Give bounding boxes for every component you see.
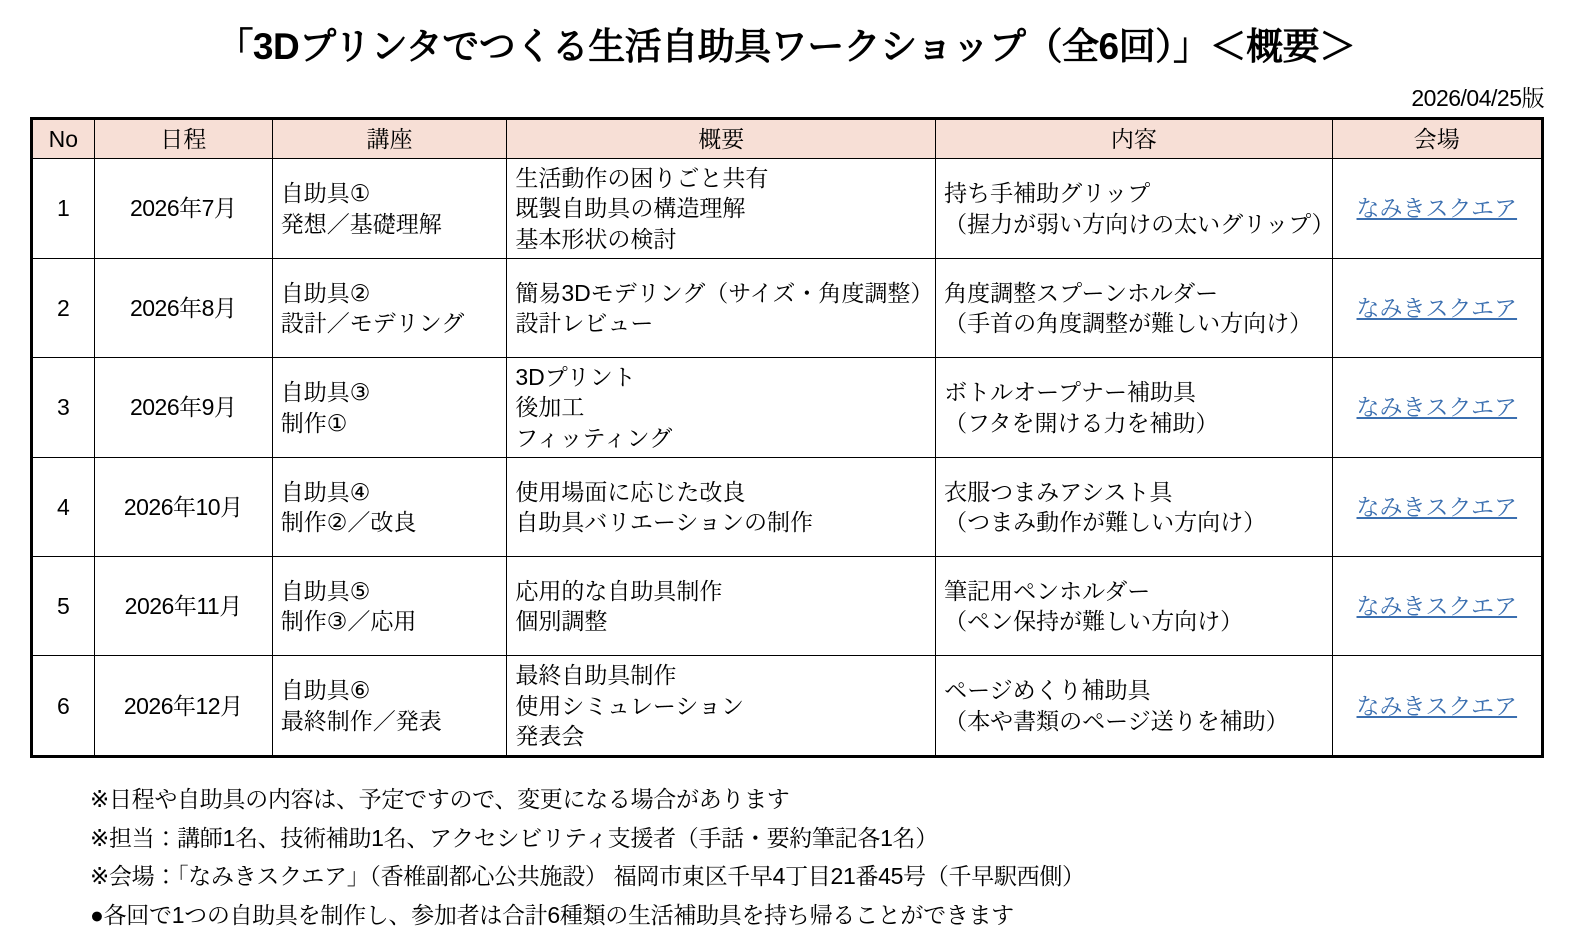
cell-course bbox=[272, 159, 507, 259]
cell-content bbox=[936, 458, 1332, 557]
outline-line: 3Dプリント bbox=[515, 364, 636, 391]
table-header bbox=[32, 119, 1543, 159]
notes-section bbox=[0, 758, 1572, 935]
column-header-date: 日程 bbox=[94, 119, 272, 159]
venue-link[interactable]: なみきスクエア bbox=[1356, 394, 1518, 421]
column-header-course: 講座 bbox=[272, 119, 507, 159]
cell-course bbox=[272, 259, 507, 358]
cell-course bbox=[272, 557, 507, 656]
outline-line: 既製自助具の構造理解 bbox=[515, 195, 746, 222]
venue-link[interactable]: なみきスクエア bbox=[1356, 294, 1518, 321]
table-row bbox=[32, 358, 1543, 458]
outline-line: 応用的な自助具制作 bbox=[515, 577, 723, 604]
table-row bbox=[32, 259, 1543, 358]
cell-no: 5 bbox=[32, 557, 95, 656]
cell-content bbox=[936, 656, 1332, 757]
schedule-table bbox=[30, 117, 1544, 758]
table-header-row bbox=[32, 119, 1543, 159]
venue-link[interactable]: なみきスクエア bbox=[1356, 692, 1518, 719]
course-line: 自助具③ bbox=[280, 379, 371, 406]
cell-course bbox=[272, 358, 507, 458]
note-line: ※日程や自助具の内容は、予定ですので、変更になる場合があります bbox=[90, 786, 790, 813]
cell-content bbox=[936, 358, 1332, 458]
venue-link[interactable]: なみきスクエア bbox=[1356, 592, 1518, 619]
cell-outline bbox=[507, 557, 936, 656]
content-line: （ペン保持が難しい方向け） bbox=[944, 608, 1244, 635]
table-row bbox=[32, 656, 1543, 757]
outline-line: 使用シミュレーション bbox=[515, 692, 744, 719]
table-body bbox=[32, 159, 1543, 757]
outline-line: 最終自助具制作 bbox=[515, 662, 677, 689]
note-line: ※担当：講師1名、技術補助1名、アクセシビリティ支援者（手話・要約筆記各1名） bbox=[90, 824, 938, 851]
cell-date: 2026年11月 bbox=[94, 557, 272, 656]
cell-venue bbox=[1332, 656, 1542, 757]
cell-content bbox=[936, 159, 1335, 259]
outline-line: フィッティング bbox=[515, 424, 673, 451]
cell-content bbox=[936, 259, 1332, 358]
cell-no: 3 bbox=[32, 358, 95, 458]
cell-outline bbox=[507, 259, 936, 358]
outline-line: 生活動作の困りごと共有 bbox=[515, 165, 769, 191]
table-row bbox=[32, 458, 1543, 557]
content-line: （フタを開ける力を補助） bbox=[944, 409, 1219, 436]
content-line: 筆記用ペンホルダー bbox=[944, 577, 1151, 604]
course-line: 自助具① bbox=[280, 180, 371, 207]
outline-line: 個別調整 bbox=[515, 608, 608, 635]
content-line: 角度調整スプーンホルダー bbox=[944, 279, 1219, 306]
table-row bbox=[32, 557, 1543, 656]
content-line: （つまみ動作が難しい方向け） bbox=[944, 509, 1267, 536]
cell-no: 6 bbox=[32, 656, 95, 757]
cell-outline bbox=[507, 159, 936, 259]
course-line: 自助具② bbox=[280, 279, 371, 306]
course-line: 自助具⑤ bbox=[280, 577, 371, 604]
course-line: 自助具④ bbox=[280, 478, 371, 505]
course-line: 制作②／改良 bbox=[280, 509, 417, 536]
content-line: （握力が弱い方向けの太いグリップ） bbox=[944, 210, 1335, 237]
column-header-content: 内容 bbox=[936, 119, 1332, 159]
table-row bbox=[32, 159, 1543, 259]
cell-course bbox=[272, 656, 507, 757]
cell-venue bbox=[1332, 458, 1542, 557]
content-line: （手首の角度調整が難しい方向け） bbox=[944, 310, 1313, 337]
content-line: 衣服つまみアシスト具 bbox=[944, 478, 1173, 505]
venue-link[interactable]: なみきスクエア bbox=[1356, 195, 1518, 222]
outline-line: 自助具バリエーションの制作 bbox=[515, 509, 813, 536]
cell-outline bbox=[507, 458, 936, 557]
column-header-no: No bbox=[32, 119, 95, 159]
content-line: ページめくり補助具 bbox=[944, 677, 1151, 704]
cell-no: 4 bbox=[32, 458, 95, 557]
cell-no: 1 bbox=[32, 159, 95, 259]
page-title: 「3Dプリンタでつくる生活自助具ワークショップ（全6回）」＜概要＞ bbox=[216, 26, 1356, 67]
course-line: 発想／基礎理解 bbox=[280, 210, 442, 237]
cell-date: 2026年9月 bbox=[94, 358, 272, 458]
cell-outline bbox=[507, 656, 936, 757]
cell-venue bbox=[1332, 159, 1542, 259]
cell-date: 2026年10月 bbox=[94, 458, 272, 557]
cell-date: 2026年8月 bbox=[94, 259, 272, 358]
cell-no: 2 bbox=[32, 259, 95, 358]
version-date: 2026/04/25版 bbox=[1411, 85, 1544, 111]
cell-date: 2026年7月 bbox=[94, 159, 272, 259]
cell-venue bbox=[1332, 259, 1542, 358]
outline-line: 基本形状の検討 bbox=[515, 225, 677, 252]
outline-line: 発表会 bbox=[515, 722, 585, 749]
outline-line: 簡易3Dモデリング（サイズ・角度調整） bbox=[515, 279, 934, 306]
note-line: ●各回で1つの自助具を制作し、参加者は合計6種類の生活補助具を持ち帰ることができます bbox=[90, 902, 1014, 929]
course-line: 最終制作／発表 bbox=[280, 707, 442, 734]
cell-venue bbox=[1332, 358, 1542, 458]
venue-link[interactable]: なみきスクエア bbox=[1356, 493, 1518, 520]
column-header-venue: 会場 bbox=[1332, 119, 1542, 159]
cell-venue bbox=[1332, 557, 1542, 656]
course-line: 制作① bbox=[280, 409, 348, 436]
outline-line: 使用場面に応じた改良 bbox=[515, 478, 746, 505]
cell-content bbox=[936, 557, 1332, 656]
cell-date: 2026年12月 bbox=[94, 656, 272, 757]
content-line: 持ち手補助グリップ bbox=[944, 180, 1151, 207]
schedule-table-wrapper bbox=[0, 113, 1572, 758]
cell-course bbox=[272, 458, 507, 557]
cell-outline bbox=[507, 358, 936, 458]
note-line: ※会場：「なみきスクエア」（香椎副都心公共施設） 福岡市東区千早4丁目21番45号（千早駅西側） bbox=[90, 863, 1085, 890]
outline-line: 後加工 bbox=[515, 394, 585, 421]
content-line: ボトルオープナー補助具 bbox=[944, 379, 1196, 406]
content-line: （本や書類のページ送りを補助） bbox=[944, 707, 1289, 734]
course-line: 制作③／応用 bbox=[280, 608, 417, 635]
outline-line: 設計レビュー bbox=[515, 310, 654, 337]
course-line: 設計／モデリング bbox=[280, 310, 465, 337]
course-line: 自助具⑥ bbox=[280, 677, 371, 704]
column-header-outline: 概要 bbox=[507, 119, 936, 159]
